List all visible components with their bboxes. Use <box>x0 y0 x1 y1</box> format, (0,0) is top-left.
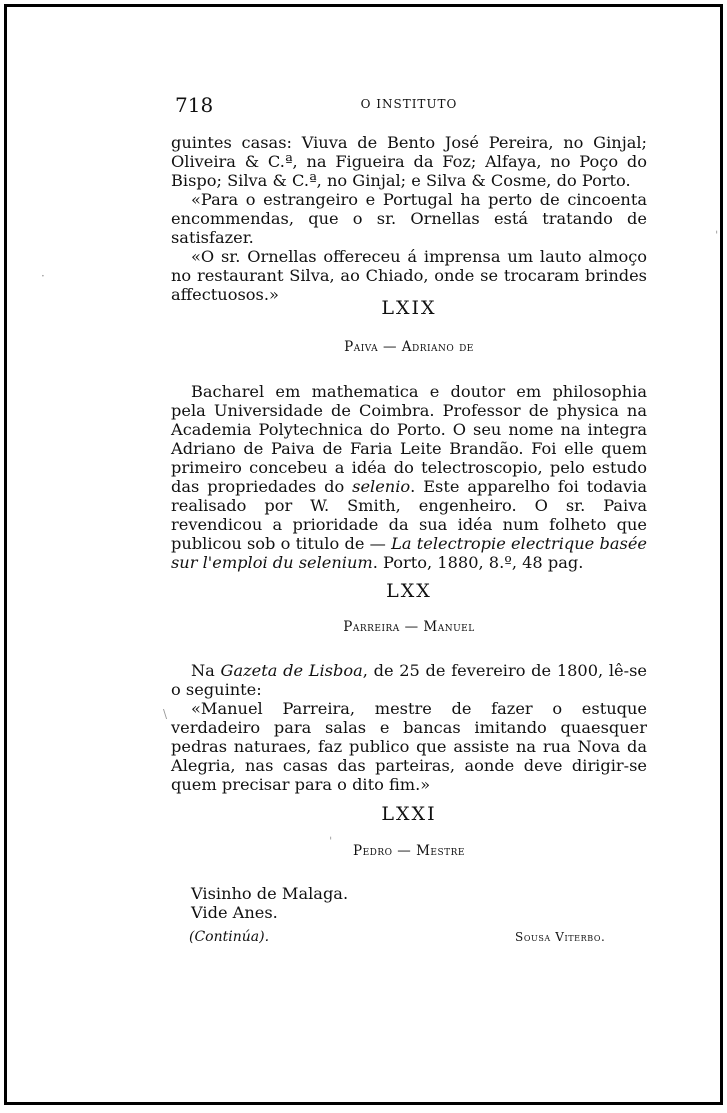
author-signature: Sousa Viterbo. <box>515 930 606 944</box>
paragraph: «O sr. Ornellas offereceu á imprensa um lauto almoço no restaurant Silva, ao Chiado, onde se trocaram brindes affectuosos.» <box>171 247 647 304</box>
entry-heading: Paiva — Adriano de <box>344 339 474 355</box>
running-title: O INSTITUTO <box>360 97 458 111</box>
entry-text <box>171 884 647 922</box>
speck: \ <box>163 707 168 721</box>
paragraph: Visinho de Malaga. <box>191 884 349 903</box>
continuation-text <box>171 133 647 304</box>
entry-numeral: LXIX <box>381 297 437 319</box>
paragraph: guintes casas: Viuva de Bento José Pereira, no Ginjal; Oliveira & C.ª, na Figueira da Foz; Alfaya, no Poço do Bispo; Silva & C.ª, no Ginjal; e Silva & Cosme, do Porto. <box>171 133 647 190</box>
quote-paragraph: «Manuel Parreira, mestre de fazer o estuque verdadeiro para salas e bancas imitando quaesquer pedras naturaes, faz publico que assiste na rua Nova da Alegria, nas casas das parteiras, aonde deve dirigir-se quem precisar para o dito fim.» <box>171 699 647 794</box>
paragraph: Bacharel em mathematica e doutor em philosophia pela Universidade de Coimbra. Professor de physica na Academia Polytechnica do Porto. O seu nome na integra Adriano de Paiva de Faria Leite Brandão. Foi elle quem primeiro concebeu a idéa do telectroscopio, pelo estudo das propriedades do selenio. Este apparelho foi todavia realisado por W. Smith, engenheiro. O sr. Paiva revendicou a prioridade da sua idéa num folheto que publicou sob o titulo de — La telectropie electrique basée sur l'emploi du selenium. Porto, 1880, 8.º, 48 pag. <box>171 382 647 572</box>
book-page <box>4 4 723 1105</box>
speck: · <box>41 269 45 283</box>
entry-text <box>171 661 647 794</box>
speck: ˈ <box>715 229 719 243</box>
continua-note: (Continúa). <box>189 929 270 945</box>
entry-numeral: LXXI <box>381 803 437 825</box>
entry-text <box>171 382 647 572</box>
paragraph: Na Gazeta de Lisboa, de 25 de fevereiro de 1800, lê-se o seguinte: <box>171 661 647 699</box>
entry-heading: Parreira — Manuel <box>343 619 475 635</box>
paragraph: «Para o estrangeiro e Portugal ha perto de cincoenta encommendas, que o sr. Ornellas está tratando de satisfazer. <box>171 190 647 247</box>
entry-heading: Pedro — Mestre <box>352 843 465 859</box>
page-number: 718 <box>175 93 214 117</box>
paragraph: Vide Anes. <box>191 903 278 922</box>
entry-numeral: LXX <box>386 580 432 602</box>
page-header <box>171 93 647 117</box>
speck: ˈ <box>329 835 333 849</box>
